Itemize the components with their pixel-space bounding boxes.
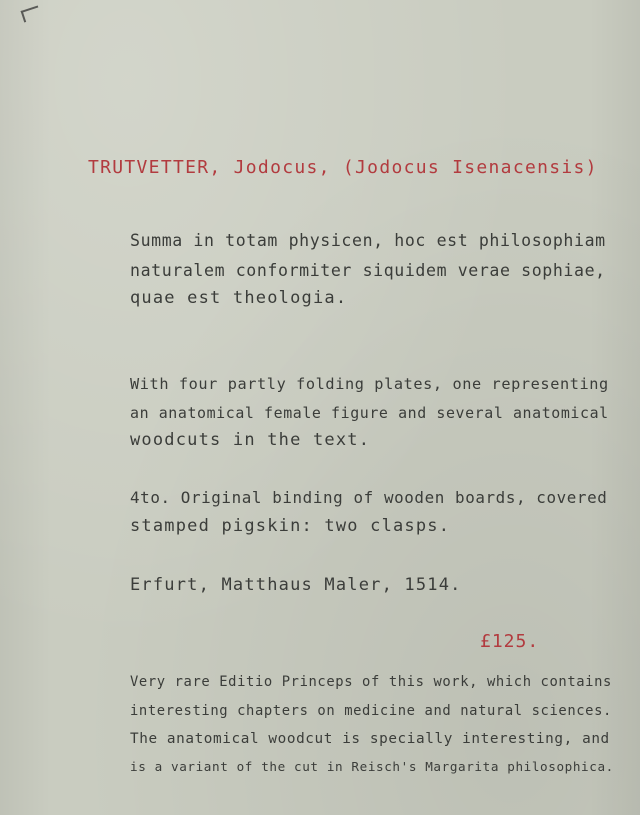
note-line-3: The anatomical woodcut is specially interesting, and [130, 731, 610, 747]
entry-heading [88, 158, 598, 178]
note-line-2: interesting chapters on medicine and natural sciences. [130, 703, 612, 719]
title-line-3: quae est theologia. [130, 288, 348, 308]
title-line-2: naturalem conformiter siquidem verae sophiae, [130, 261, 606, 280]
heading-surname: TRUTVETTER, [88, 157, 222, 178]
binding-line-2: stamped pigskin: two clasps. [130, 516, 451, 536]
plates-line-2: an anatomical female figure and several anatomical [130, 404, 609, 422]
corner-mark [21, 6, 42, 23]
note-line-1: Very rare Editio Princeps of this work, which contains [130, 674, 612, 690]
title-line-1: Summa in totam physicen, hoc est philosophiam [130, 231, 606, 250]
note-line-4: is a variant of the cut in Reisch's Margarita philosophica. [130, 759, 614, 774]
imprint-line: Erfurt, Matthaus Maler, 1514. [130, 575, 462, 595]
plates-line-1: With four partly folding plates, one representing [130, 375, 609, 393]
binding-line-1: 4to. Original binding of wooden boards, covered [130, 488, 608, 507]
plates-line-3: woodcuts in the text. [130, 430, 371, 450]
heading-given-name: Jodocus, [233, 157, 331, 178]
price: £125. [480, 631, 540, 652]
heading-alias: (Jodocus Isenacensis) [342, 157, 598, 178]
